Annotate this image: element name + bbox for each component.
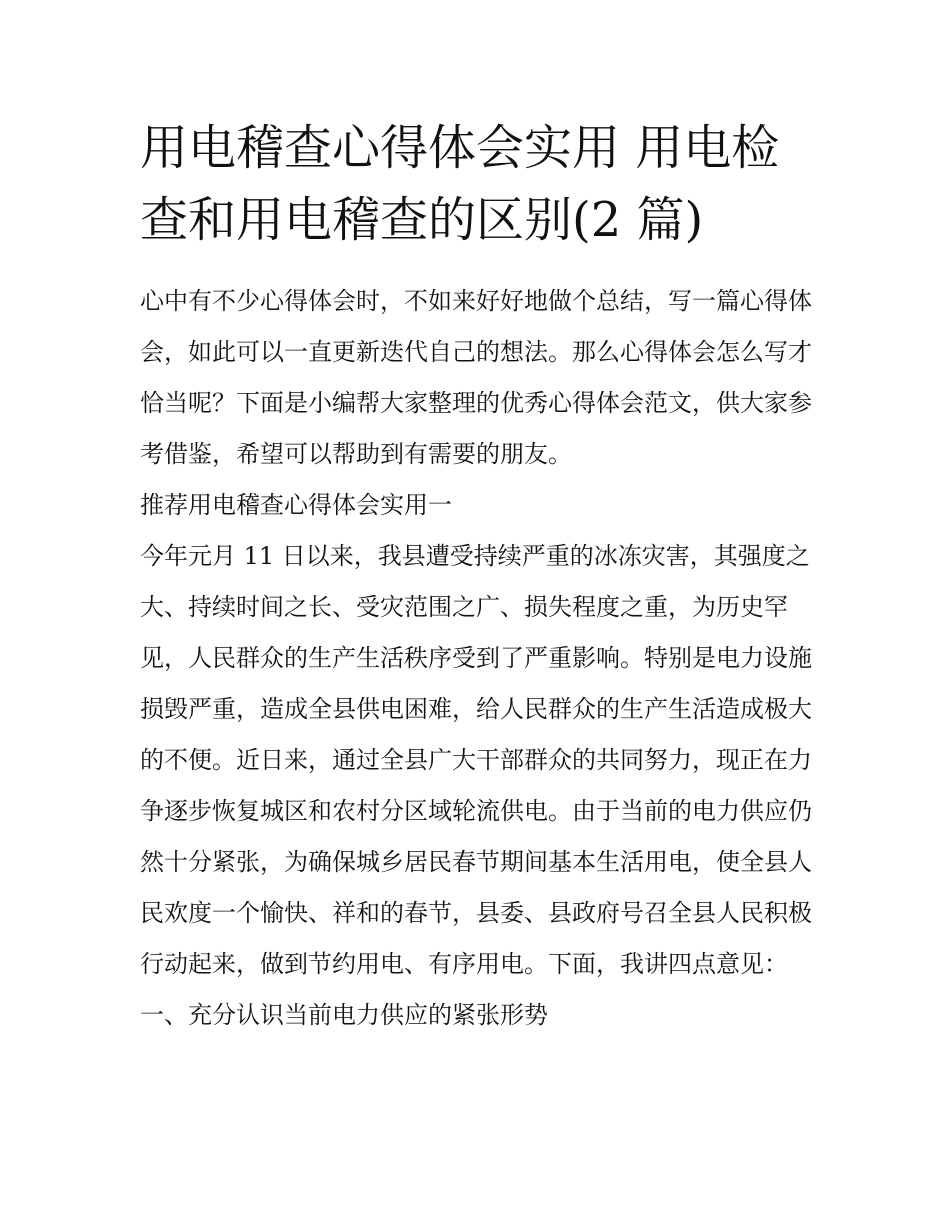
body-paragraph: 今年元月 11 日以来，我县遭受持续严重的冰冻灾害，其强度之大、持续时间之长、受灾范围之广、损失程度之重，为历史罕见，人民群众的生产生活秩序受到了严重影响。特别是电力设施损毁严重，造成全县供电困难，给人民群众的生产生活造成极大的不便。近日来，通过全县广大干部群众的共同努力，现正在力争逐步恢复城区和农村分区域轮流供电。由于当前的电力供应仍然十分紧张，为确保城乡居民春节期间基本生活用电，使全县人民欢度一个愉快、祥和的春节，县委、县政府号召全县人民积极行动起来，做到节约用电、有序用电。下面，我讲四点意见： bbox=[140, 542, 812, 978]
document-page bbox=[140, 112, 812, 1041]
section-title: 推荐用电稽查心得体会实用一 bbox=[140, 491, 452, 519]
point-heading: 一、充分认识当前电力供应的紧张形势 bbox=[140, 1001, 548, 1029]
intro-paragraph: 心中有不少心得体会时，不如来好好地做个总结，写一篇心得体会，如此可以一直更新迭代自己的想法。那么心得体会怎么写才恰当呢？下面是小编帮大家整理的优秀心得体会范文，供大家参考借鉴，希望可以帮助到有需要的朋友。 bbox=[140, 287, 812, 468]
document-title: 用电稽查心得体会实用 用电检查和用电稽查的区别(2 篇) bbox=[140, 120, 780, 248]
